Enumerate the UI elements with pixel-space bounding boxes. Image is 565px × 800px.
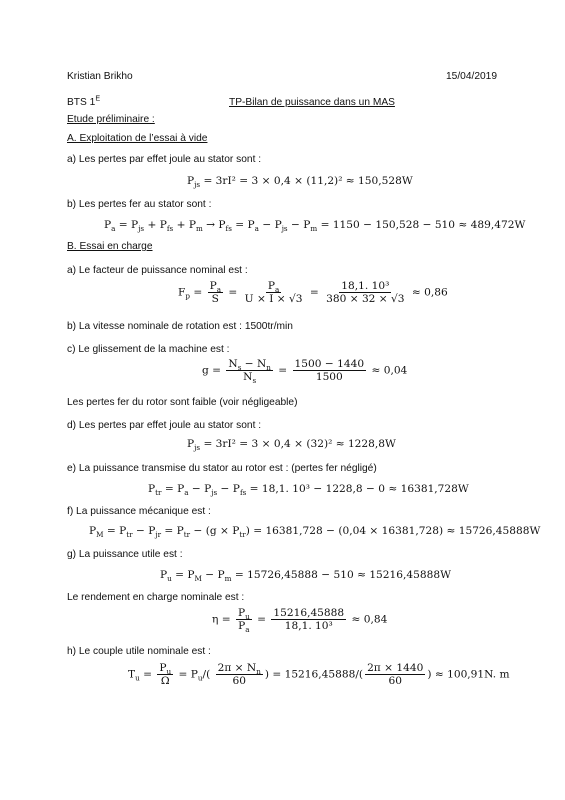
equation-10: $T_u$ = $\frac{P_u}{\Omega}$ = $P_u/$( $\frac{2\pi \times N_n}{60}$ ) = 15216,45888/( $\frac{2\pi \times 1440}{60}$ ) ≈ 100,91N. m xyxy=(128,662,510,687)
eq10-den-values: 60 xyxy=(388,675,402,687)
eq10-den-formula: 60 xyxy=(232,675,246,687)
eq3-frac-values xyxy=(324,280,406,305)
eq4-frac-formula: $\frac{N_s - N_n}{N_s}$ xyxy=(228,358,271,386)
equation-4: g = $\frac{N_s - N_n}{N_s}$ = $\frac{1500 - 1440}{1500}$ ≈ 0,04 xyxy=(202,358,408,386)
equation-7: $P_M = P_{tr} - P_{jr} = P_{tr} - (g \times P_{tr}) = 16381,728 - (0,04 \times 16381,728) \approx 15726,45888W$ xyxy=(89,525,541,540)
eq10-num-values: 2π × 1440 xyxy=(367,662,424,674)
item-b1: a) Le facteur de puissance nominal est : xyxy=(67,265,248,276)
eq3-frac-pa-s: $\frac{P_a}{S}$ xyxy=(209,280,222,305)
item-b3: c) Le glissement de la machine est : xyxy=(67,344,230,355)
item-b7: g) La puissance utile est : xyxy=(67,549,183,560)
item-a2: b) Les pertes fer au stator sont : xyxy=(67,199,212,210)
note-b7: Le rendement en charge nominale est : xyxy=(67,592,245,603)
eq3-frac-formula: $\frac{P_a}{U \times I \times √3}$ xyxy=(244,280,303,305)
equation-6: $P_{tr} = P_a - P_{js} - P_{fs} = 18,1$. 10³ − 1228,8 − 0 ≈ 16381,728W xyxy=(148,483,469,498)
note-b3: Les pertes fer du rotor sont faible (voir négligeable) xyxy=(67,397,298,408)
eq9-den-values: 18,1. 10³ xyxy=(284,620,333,632)
eq10-frac-formula: $\frac{2\pi \times N_n}{60}$ xyxy=(217,662,261,687)
equation-5-rhs: = 3rI² = 3 × 0,4 × (32)² ≈ 1228,8W xyxy=(203,438,396,450)
document-title: TP-Bilan de puissance dans un MAS xyxy=(229,97,395,108)
eq4-num-values: 1500 − 1440 xyxy=(294,358,365,370)
equation-3: $F_p$ = $\frac{P_a}{S}$ = $\frac{P_a}{U \times I \times √3}$ = $\frac{\text{18,1. 10³}}{380 \times 32 \times √3}$ ≈ 0,86 xyxy=(178,280,448,305)
author-name: Kristian Brikho xyxy=(67,71,133,82)
equation-5: $P_{js} = 3rI^2 = 3 \times 0,4 \times (32)^2 \approx 1228,8W$ xyxy=(187,438,396,453)
class-label-sup: E xyxy=(95,93,101,103)
equation-1-rhs: = 3rI² = 3 × 0,4 × (11,2)² ≈ 150,528W xyxy=(203,175,413,187)
eq3-den-formula: U × I × √3 xyxy=(244,293,303,305)
equation-6-rhs: = 18,1. 10³ − 1228,8 − 0 ≈ 16381,728W xyxy=(249,483,469,495)
equation-9: η = $\frac{P_u}{P_a}$ = $\frac{15216,45888}{\text{18,1. 10³}}$ ≈ 0,84 xyxy=(212,607,388,635)
equation-1: $P_{js} = 3rI^2 = 3 \times 0,4 \times (11,2)^2 \approx 150,528W$ xyxy=(187,175,413,190)
eq9-result: ≈ 0,84 xyxy=(351,613,388,626)
section-a-heading: A. Exploitation de l’essai à vide xyxy=(67,133,208,144)
equation-8-rhs: = 15726,45888 − 510 ≈ 15216,45888W xyxy=(234,569,451,581)
equation-7-rhs: = 16381,728 − (0,04 × 16381,728) ≈ 15726,45888W xyxy=(253,525,541,537)
eq10-frac-pu-omega: $\frac{P_u}{\Omega}$ xyxy=(159,662,172,687)
item-b6: f) La puissance mécanique est : xyxy=(67,506,211,517)
item-a1: a) Les pertes par effet joule au stator sont : xyxy=(67,154,262,165)
equation-8: $P_u = P_M - P_m = 15726,45888 - 510 \approx 15216,45888W$ xyxy=(160,569,451,584)
eq10-result: ) ≈ 100,91N. m xyxy=(427,668,510,681)
section-b-heading: B. Essai en charge xyxy=(67,241,153,252)
eq3-den-values: 380 × 32 × √3 xyxy=(326,293,405,305)
class-label xyxy=(67,93,101,109)
item-b8: h) Le couple utile nominale est : xyxy=(67,646,211,657)
eq3-result: ≈ 0,86 xyxy=(411,286,448,299)
section-etude: Etude préliminaire : xyxy=(67,114,155,125)
document-date: 15/04/2019 xyxy=(446,71,497,82)
eq4-result: ≈ 0,04 xyxy=(371,364,408,377)
equation-2-rhs: = 1150 − 150,528 − 510 ≈ 489,472W xyxy=(320,219,526,231)
eq3-num-values: 18,1. 10³ xyxy=(341,280,390,292)
class-label-text: BTS 1 xyxy=(67,97,96,108)
eq9-num-values: 15216,45888 xyxy=(273,607,345,619)
eq9-frac-formula: $\frac{P_u}{P_a}$ xyxy=(237,607,250,635)
eq4-frac-values xyxy=(293,358,367,383)
eq10-mid: ) = 15216,45888/ xyxy=(264,668,359,681)
eq9-frac-values xyxy=(271,607,346,632)
eq10-frac-values xyxy=(365,662,425,687)
item-b4: d) Les pertes par effet joule au stator sont : xyxy=(67,420,262,431)
equation-2: $P_a = P_{js} + P_{fs} + P_m \to P_{fs} = P_a - P_{js} - P_m = 1150 - 150,528 - 510 \approx 489,472W$ xyxy=(104,219,526,234)
item-b5: e) La puissance transmise du stator au rotor est : (pertes fer négligé) xyxy=(67,463,377,474)
eq4-den-values: 1500 xyxy=(315,371,343,383)
item-b2: b) La vitesse nominale de rotation est : 1500tr/min xyxy=(67,321,293,332)
